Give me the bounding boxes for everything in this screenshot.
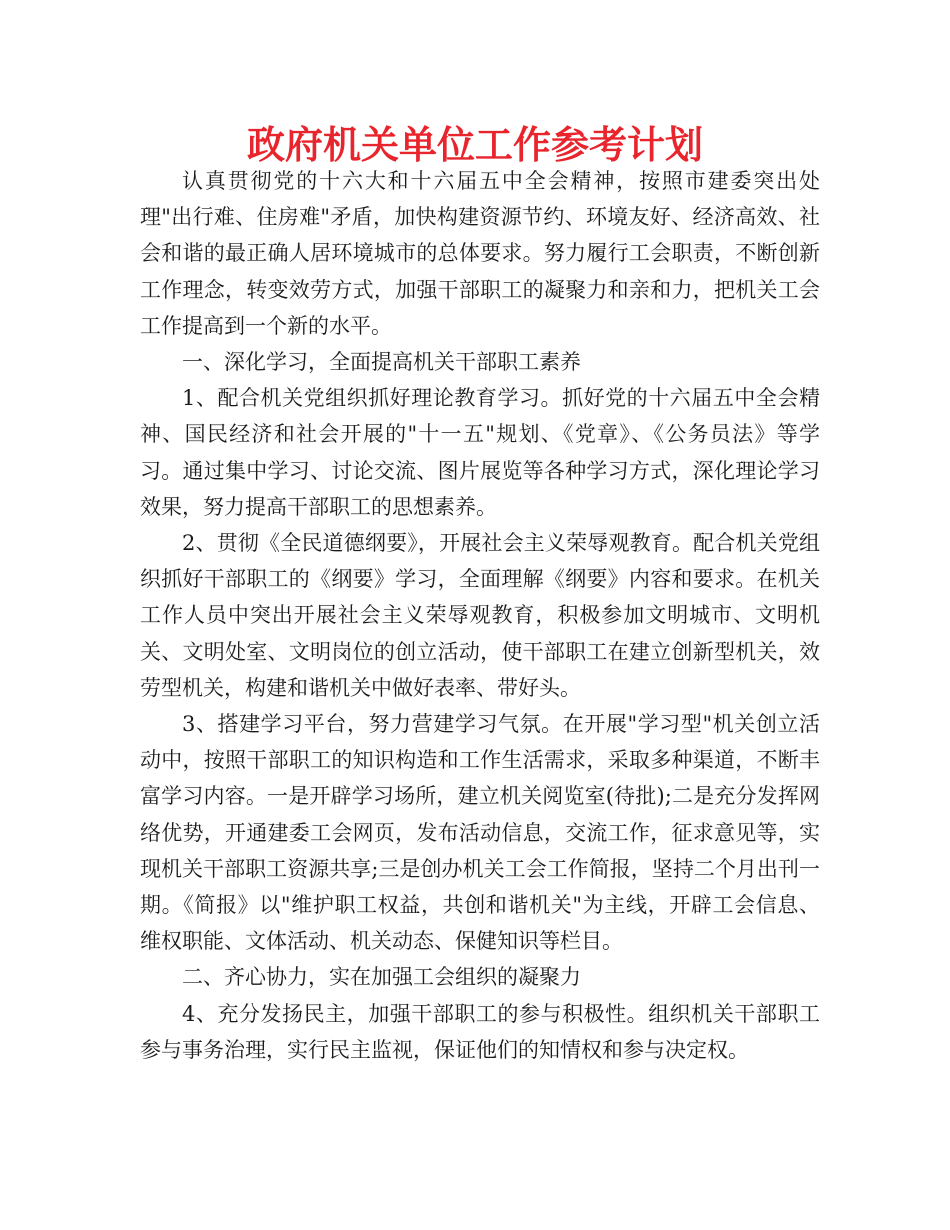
document-title: 政府机关单位工作参考计划: [246, 122, 703, 167]
paragraph-item-4: 4、充分发扬民主，加强干部职工的参与积极性。组织机关干部职工参与事务治理，实行民主监视，保证他们的知情权和参与决定权。: [140, 1001, 820, 1062]
section-heading-2: 二、齐心协力，实在加强工会组织的凝聚力: [182, 965, 581, 990]
paragraph-item-1: 1、配合机关党组织抓好理论教育学习。抓好党的十六届五中全会精神、国民经济和社会开展的"十一五"规划、《党章》、《公务员法》等学习。通过集中学习、讨论交流、图片展览等各种学习方式，深化理论学习效果，努力提高干部职工的思想素养。: [140, 386, 820, 519]
paragraph-item-2: 2、贯彻《全民道德纲要》，开展社会主义荣辱观教育。配合机关党组织抓好干部职工的《纲要》学习，全面理解《纲要》内容和要求。在机关工作人员中突出开展社会主义荣辱观教育，积极参加文明城市、文明机关、文明处室、文明岗位的创立活动，使干部职工在建立创新型机关，效劳型机关，构建和谐机关中做好表率、带好头。: [140, 531, 820, 700]
paragraph-item-3: 3、搭建学习平台，努力营建学习气氛。在开展"学习型"机关创立活动中，按照干部职工的知识构造和工作生活需求，采取多种渠道，不断丰富学习内容。一是开辟学习场所，建立机关阅览室(待批);二是充分发挥网络优势，开通建委工会网页，发布活动信息，交流工作，征求意见等，实现机关干部职工资源共享;三是创办机关工会工作简报，坚持二个月出刊一期。《简报》以"维护职工权益，共创和谐机关"为主线，开辟工会信息、维权职能、文体活动、机关动态、保健知识等栏目。: [140, 712, 820, 954]
paragraph-intro: 认真贯彻党的十六大和十六届五中全会精神，按照市建委突出处理"出行难、住房难"矛盾，加快构建资源节约、环境友好、经济高效、社会和谐的最正确人居环境城市的总体要求。努力履行工会职责，不断创新工作理念，转变效劳方式，加强干部职工的凝聚力和亲和力，把机关工会工作提高到一个新的水平。: [140, 169, 820, 338]
section-heading-1: 一、深化学习，全面提高机关干部职工素养: [182, 350, 581, 375]
document-body: [140, 163, 820, 1068]
